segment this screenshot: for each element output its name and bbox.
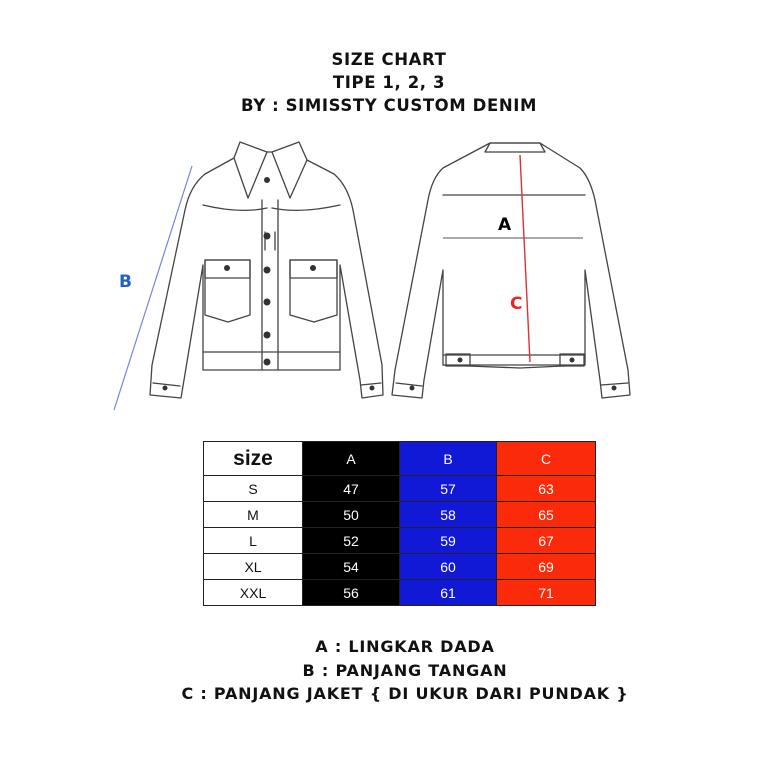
- header-a: A: [303, 442, 400, 476]
- cell-c: 65: [497, 502, 596, 528]
- cell-c: 71: [497, 580, 596, 606]
- chart-title: SIZE CHART: [331, 50, 447, 69]
- table-row: [204, 528, 596, 554]
- chart-subtitle-type: TIPE 1, 2, 3: [332, 73, 446, 92]
- chart-subtitle-brand: BY : SIMISSTY CUSTOM DENIM: [240, 96, 538, 115]
- cell-b: 57: [400, 476, 497, 502]
- cell-size: L: [204, 528, 303, 554]
- cell-b: 58: [400, 502, 497, 528]
- cell-c: 67: [497, 528, 596, 554]
- header-b: B: [400, 442, 497, 476]
- cell-a: 47: [303, 476, 400, 502]
- label-a: A: [498, 215, 512, 235]
- cell-size: M: [204, 502, 303, 528]
- cell-b: 61: [400, 580, 497, 606]
- size-table: [203, 441, 596, 606]
- cell-a: 54: [303, 554, 400, 580]
- legend-c: C : PANJANG JAKET { DI UKUR DARI PUNDAK }: [181, 684, 629, 703]
- header-size: size: [204, 442, 303, 476]
- label-b: B: [119, 272, 132, 292]
- table-row: [204, 502, 596, 528]
- table-header-row: [204, 442, 596, 476]
- cell-b: 59: [400, 528, 497, 554]
- table-row: [204, 580, 596, 606]
- cell-c: 63: [497, 476, 596, 502]
- back-jacket-drawing: [392, 143, 630, 398]
- header-c: C: [497, 442, 596, 476]
- cell-a: 50: [303, 502, 400, 528]
- label-c: C: [510, 294, 523, 314]
- legend-a: A : LINGKAR DADA: [315, 637, 495, 656]
- cell-size: S: [204, 476, 303, 502]
- table-row: [204, 554, 596, 580]
- cell-size: XXL: [204, 580, 303, 606]
- measure-line-c: [520, 155, 530, 362]
- cell-a: 56: [303, 580, 400, 606]
- table-row: [204, 476, 596, 502]
- cell-a: 52: [303, 528, 400, 554]
- legend-b: B : PANJANG TANGAN: [302, 661, 508, 680]
- cell-b: 60: [400, 554, 497, 580]
- cell-size: XL: [204, 554, 303, 580]
- cell-c: 69: [497, 554, 596, 580]
